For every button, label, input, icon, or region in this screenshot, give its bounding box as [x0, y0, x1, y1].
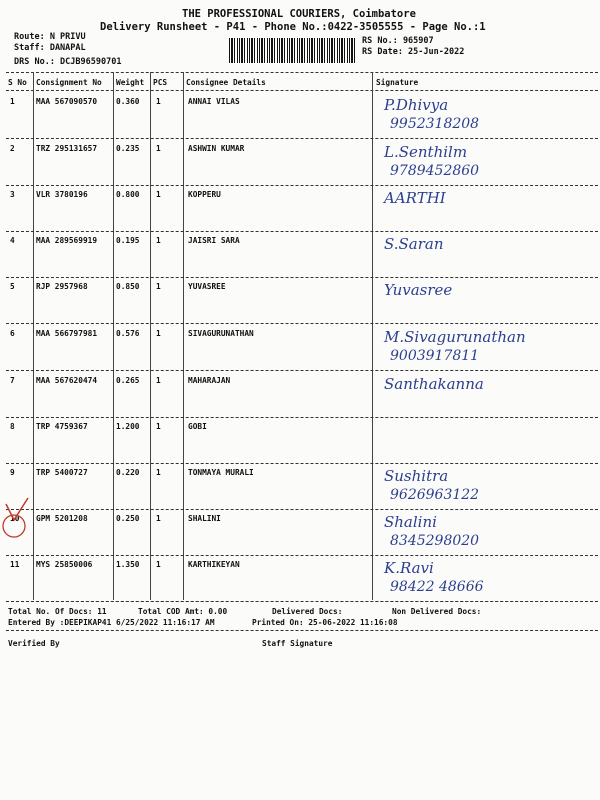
col-divider [113, 72, 114, 600]
cell-consignment-no: TRZ 295131657 [36, 144, 98, 153]
signature-phone: 9003917811 [390, 348, 480, 364]
table-top-rule [6, 72, 598, 73]
signature-phone: 9952318208 [390, 116, 480, 132]
signature-phone: 9626963122 [390, 487, 480, 503]
rs-number: RS No.: 965907 [362, 36, 434, 46]
cell-weight: 0.220 [116, 468, 140, 477]
signature-phone: 8345298020 [390, 533, 480, 549]
row-separator [6, 417, 598, 418]
row-separator [6, 185, 598, 186]
cell-weight: 0.576 [116, 329, 140, 338]
cell-sno: 1 [10, 97, 15, 106]
header-rule [6, 90, 598, 91]
cell-consignee: KOPPERU [188, 190, 221, 199]
entered-by: Entered By :DEEPIKAP41 6/25/2022 11:16:17 AM [8, 618, 215, 627]
cell-consignee: TONMAYA MURALI [188, 468, 254, 477]
col-divider [183, 72, 184, 600]
cell-sno: 8 [10, 422, 15, 431]
cell-consignment-no: VLR 3780196 [36, 190, 88, 199]
col-signature: Signature [376, 78, 419, 87]
cell-pcs: 1 [156, 144, 161, 153]
cell-sno: 3 [10, 190, 15, 199]
rs-date: RS Date: 25-Jun-2022 [362, 47, 465, 57]
cell-weight: 0.250 [116, 514, 140, 523]
cell-weight: 0.265 [116, 376, 140, 385]
footer-rule [6, 601, 598, 602]
staff-signature-label: Staff Signature [262, 639, 333, 648]
signature-name: L.Senthilm [384, 143, 468, 161]
signature-phone: 98422 48666 [390, 579, 484, 595]
col-divider [150, 72, 151, 600]
cell-pcs: 1 [156, 97, 161, 106]
delivered-docs: Delivered Docs: [272, 607, 343, 616]
staff-label: Staff: DANAPAL [14, 43, 86, 53]
cell-weight: 1.350 [116, 560, 140, 569]
col-consignee: Consignee Details [186, 78, 266, 87]
row-separator [6, 509, 598, 510]
non-delivered-docs: Non Delivered Docs: [392, 607, 482, 616]
cell-pcs: 1 [156, 282, 161, 291]
route-label: Route: N PRIVU [14, 32, 86, 42]
runsheet-title: Delivery Runsheet - P41 - Phone No.:0422-3505555 - Page No.:1 [100, 21, 486, 33]
cell-consignment-no: MYS 25850006 [36, 560, 93, 569]
company-title: THE PROFESSIONAL COURIERS, Coimbatore [182, 8, 416, 20]
signature-name: Sushitra [384, 467, 449, 485]
cell-consignee: ANNAI VILAS [188, 97, 240, 106]
cell-sno: 11 [10, 560, 20, 569]
cell-pcs: 1 [156, 329, 161, 338]
cell-sno: 6 [10, 329, 15, 338]
cell-consignment-no: TRP 4759367 [36, 422, 88, 431]
cell-consignee: ASHWIN KUMAR [188, 144, 245, 153]
printed-on: Printed On: 25-06-2022 11:16:08 [252, 618, 398, 627]
cell-pcs: 1 [156, 376, 161, 385]
row-separator [6, 323, 598, 324]
total-cod: Total COD Amt: 0.00 [138, 607, 228, 616]
cell-sno: 5 [10, 282, 15, 291]
row-separator [6, 370, 598, 371]
cell-consignment-no: TRP 5400727 [36, 468, 88, 477]
col-pcs: PCS [153, 78, 168, 87]
signature-name: Shalini [384, 513, 437, 531]
footer-rule-2 [6, 630, 598, 631]
cell-consignment-no: MAA 289569919 [36, 236, 98, 245]
cell-consignee: YUVASREE [188, 282, 226, 291]
cell-sno: 2 [10, 144, 15, 153]
row-separator [6, 555, 598, 556]
cell-consignment-no: RJP 2957968 [36, 282, 88, 291]
verified-by: Verified By [8, 639, 60, 648]
signature-name: S.Saran [384, 235, 444, 253]
col-consignment: Consignment No [36, 78, 102, 87]
col-weight: Weight [116, 78, 145, 87]
row-separator [6, 463, 598, 464]
cell-consignee: SHALINI [188, 514, 221, 523]
cell-pcs: 1 [156, 190, 161, 199]
signature-name: P.Dhivya [384, 96, 449, 114]
row-separator [6, 231, 598, 232]
signature-name: K.Ravi [384, 559, 434, 577]
cell-consignee: JAISRI SARA [188, 236, 240, 245]
cell-pcs: 1 [156, 422, 161, 431]
cell-consignee: GOBI [188, 422, 207, 431]
col-sno: S No [8, 78, 27, 87]
cell-weight: 0.360 [116, 97, 140, 106]
cell-sno: 4 [10, 236, 15, 245]
cell-sno: 9 [10, 468, 15, 477]
cell-consignment-no: MAA 567090570 [36, 97, 98, 106]
signature-name: Yuvasree [384, 281, 453, 299]
cell-pcs: 1 [156, 236, 161, 245]
tick-circle-mark [0, 496, 36, 544]
cell-weight: 1.200 [116, 422, 140, 431]
row-separator [6, 277, 598, 278]
signature-name: M.Sivagurunathan [384, 328, 526, 346]
total-docs: Total No. Of Docs: 11 [8, 607, 107, 616]
cell-consignee: KARTHIKEYAN [188, 560, 240, 569]
cell-weight: 0.235 [116, 144, 140, 153]
drs-number: DRS No.: DCJB96590701 [14, 57, 122, 67]
cell-consignment-no: MAA 567620474 [36, 376, 98, 385]
cell-sno: 10 [10, 514, 20, 523]
row-separator [6, 138, 598, 139]
cell-weight: 0.800 [116, 190, 140, 199]
cell-pcs: 1 [156, 514, 161, 523]
cell-pcs: 1 [156, 468, 161, 477]
signature-phone: 9789452860 [390, 163, 480, 179]
cell-weight: 0.850 [116, 282, 140, 291]
signature-name: Santhakanna [384, 375, 484, 393]
signature-name: AARTHI [384, 189, 446, 207]
cell-consignee: SIVAGURUNATHAN [188, 329, 254, 338]
cell-pcs: 1 [156, 560, 161, 569]
cell-sno: 7 [10, 376, 15, 385]
col-divider [372, 72, 373, 600]
cell-consignment-no: GPM 5201208 [36, 514, 88, 523]
cell-consignment-no: MAA 566797981 [36, 329, 98, 338]
barcode [229, 38, 357, 63]
cell-consignee: MAHARAJAN [188, 376, 231, 385]
cell-weight: 0.195 [116, 236, 140, 245]
